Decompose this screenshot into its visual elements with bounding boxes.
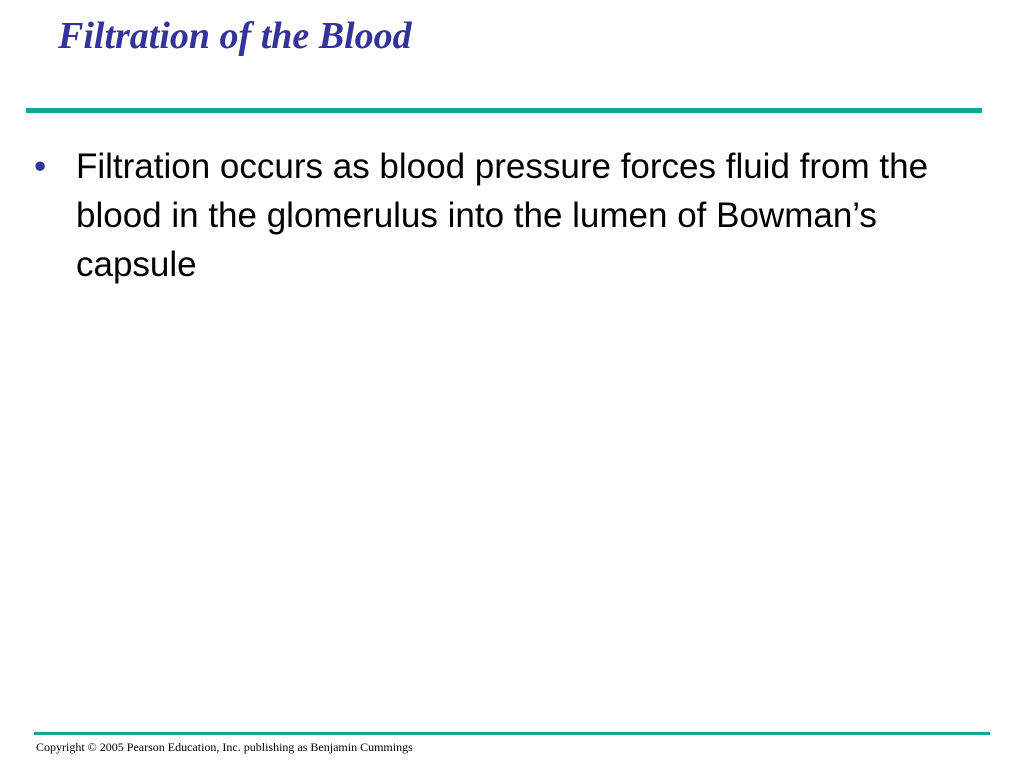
bullet-marker: • bbox=[34, 147, 47, 186]
footer-divider bbox=[34, 732, 990, 735]
bullet-list bbox=[30, 142, 970, 289]
bullet-text: Filtration occurs as blood pressure forces fluid from the blood in the glomerulus into the lumen of Bowman’s capsule bbox=[76, 147, 929, 284]
title-divider bbox=[26, 108, 982, 113]
bullet-item bbox=[30, 142, 970, 289]
slide-title: Filtration of the Blood bbox=[58, 15, 412, 57]
copyright-footer: Copyright © 2005 Pearson Education, Inc. publishing as Benjamin Cummings bbox=[36, 740, 413, 754]
